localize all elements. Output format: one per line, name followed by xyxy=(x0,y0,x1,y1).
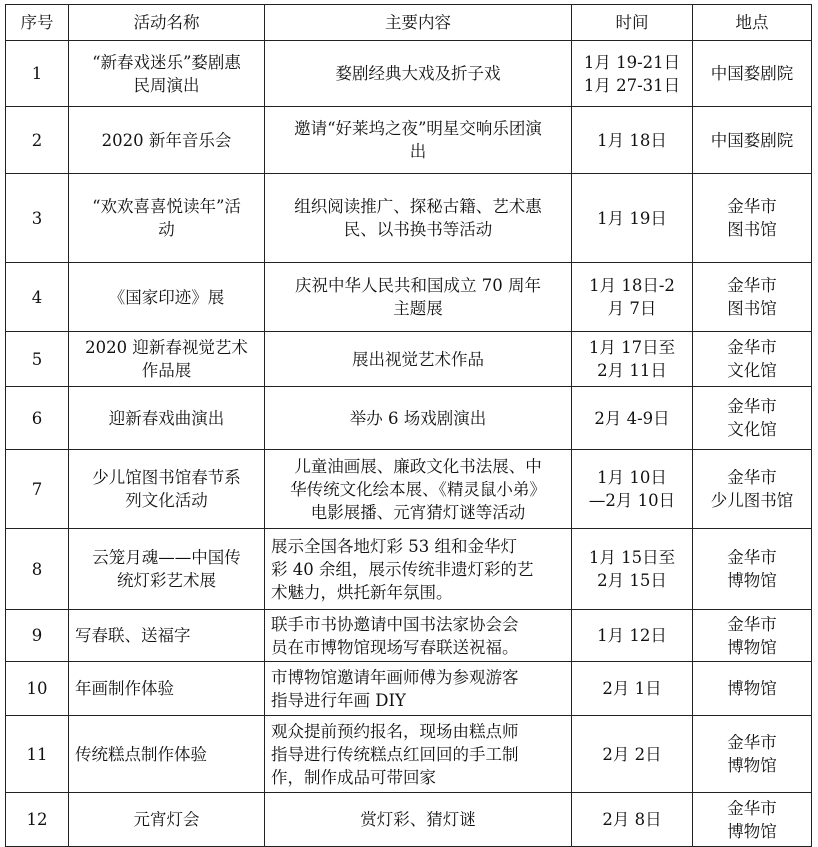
cell-place-line: 金华市 xyxy=(727,798,777,818)
cell-time-line: 1月 15日至 xyxy=(588,548,676,567)
cell-name-line: “新春戏迷乐”婺剧惠 xyxy=(92,52,241,72)
cell-name xyxy=(69,662,265,716)
cell-time-line: 1月 12日 xyxy=(597,626,667,645)
cell-name-line: 列文化活动 xyxy=(125,491,208,510)
cell-place-line: 图书馆 xyxy=(727,220,777,239)
cell-time xyxy=(572,529,693,610)
cell-place xyxy=(693,610,812,662)
cell-time xyxy=(572,716,693,793)
cell-content xyxy=(265,41,572,107)
cell-place-line: 博物馆 xyxy=(727,679,777,698)
cell-no: 2 xyxy=(6,107,69,174)
cell-time-line: —2月 10日 xyxy=(588,491,676,510)
cell-name xyxy=(69,450,265,529)
cell-place-line: 博物馆 xyxy=(727,637,777,657)
cell-content-line: 彩 40 余组，展示传统非遗灯彩的艺 xyxy=(271,559,534,579)
cell-no: 7 xyxy=(6,450,69,529)
cell-time-line: 2月 2日 xyxy=(602,744,662,764)
cell-content-line: 儿童油画展、廉政文化书法展、中 xyxy=(294,456,542,476)
cell-time-line: 1月 19日 xyxy=(597,208,667,228)
cell-place-line: 金华市 xyxy=(727,614,777,634)
cell-content xyxy=(265,174,572,263)
cell-name-line: 写春联、送福字 xyxy=(75,626,191,645)
table-row xyxy=(6,387,812,450)
cell-no: 11 xyxy=(6,716,69,793)
cell-place-line: 金华市 xyxy=(727,397,777,416)
cell-name-line: 传统糕点制作体验 xyxy=(75,744,207,764)
table-row xyxy=(6,263,812,332)
cell-name xyxy=(69,332,265,387)
cell-time-line: 月 7日 xyxy=(607,299,657,318)
cell-content-line: 举办 6 场戏剧演出 xyxy=(349,408,487,428)
cell-name-line: 作品展 xyxy=(141,361,192,380)
cell-name-line: 动 xyxy=(158,220,175,239)
table-row xyxy=(6,107,812,174)
cell-place-line: 金华市 xyxy=(727,197,777,216)
cell-content-line: 赏灯彩、猜灯谜 xyxy=(360,810,476,829)
cell-time xyxy=(572,174,693,263)
cell-name xyxy=(69,793,265,847)
cell-time-line: 1月 18日 xyxy=(597,130,667,150)
cell-content xyxy=(265,387,572,450)
cell-content xyxy=(265,610,572,662)
cell-content-line: 华传统文化绘本展、《精灵鼠小弟》 xyxy=(290,479,546,499)
table-row xyxy=(6,41,812,107)
cell-time-line: 1月 18日-2 xyxy=(589,276,675,295)
header-content: 主要内容 xyxy=(265,5,572,41)
cell-name xyxy=(69,529,265,610)
cell-no: 1 xyxy=(6,41,69,107)
header-no: 序号 xyxy=(6,5,69,41)
table-row xyxy=(6,793,812,847)
cell-place-line: 金华市 xyxy=(727,276,777,295)
cell-time-line: 2月 8日 xyxy=(602,810,662,829)
cell-content-line: 组织阅读推广、探秘古籍、艺术惠 xyxy=(294,197,542,216)
cell-time xyxy=(572,107,693,174)
cell-content-line: 邀请“好莱坞之夜”明星交响乐团演 xyxy=(294,119,542,138)
cell-name-line: 迎新春戏曲演出 xyxy=(108,408,225,428)
table-row xyxy=(6,662,812,716)
cell-no: 12 xyxy=(6,793,69,847)
cell-content-line: 庆祝中华人民共和国成立 70 周年 xyxy=(295,276,541,295)
cell-place-line: 图书馆 xyxy=(727,299,777,318)
cell-place-line: 金华市 xyxy=(727,338,777,357)
table-row xyxy=(6,332,812,387)
cell-place xyxy=(693,41,812,107)
cell-name-line: 《国家印迹》展 xyxy=(108,287,225,307)
cell-no: 8 xyxy=(6,529,69,610)
cell-content xyxy=(265,716,572,793)
cell-time-line: 1月 19-21日 xyxy=(583,52,681,72)
cell-time-line: 1月 17日至 xyxy=(588,338,676,357)
cell-place xyxy=(693,450,812,529)
cell-name-line: 年画制作体验 xyxy=(75,679,174,698)
cell-content-line: 联手市书协邀请中国书法家协会会 xyxy=(271,614,519,634)
cell-time-line: 2月 15日 xyxy=(597,571,667,590)
event-schedule-table xyxy=(5,4,812,847)
table-row xyxy=(6,610,812,662)
cell-name xyxy=(69,174,265,263)
cell-time-line: 1月 10日 xyxy=(597,468,667,487)
cell-name-line: 少儿馆图书馆春节系 xyxy=(92,468,241,487)
cell-name-line: 民周演出 xyxy=(133,75,200,95)
cell-content xyxy=(265,332,572,387)
cell-content xyxy=(265,450,572,529)
cell-time-line: 2月 4-9日 xyxy=(594,408,670,428)
cell-time xyxy=(572,41,693,107)
cell-content-line: 观众提前预约报名，现场由糕点师 xyxy=(271,721,519,741)
cell-place-line: 博物馆 xyxy=(727,756,777,775)
cell-place-line: 文化馆 xyxy=(727,420,777,439)
cell-time-line: 2月 11日 xyxy=(597,361,667,380)
cell-content xyxy=(265,793,572,847)
cell-name-line: 2020 新年音乐会 xyxy=(101,130,232,150)
cell-place-line: 博物馆 xyxy=(727,571,777,590)
cell-place xyxy=(693,332,812,387)
schedule-table-wrapper xyxy=(5,4,812,847)
cell-content-line: 员在市博物馆现场写春联送祝福。 xyxy=(271,637,519,657)
cell-time xyxy=(572,610,693,662)
cell-place-line: 少儿图书馆 xyxy=(710,491,794,510)
cell-place-line: 中国婺剧院 xyxy=(710,130,794,150)
cell-place-line: 金华市 xyxy=(727,733,777,752)
cell-name-line: 统灯彩艺术展 xyxy=(117,571,216,590)
cell-name xyxy=(69,41,265,107)
cell-content-line: 市博物馆邀请年画师傅为参观游客 xyxy=(271,667,519,687)
cell-name xyxy=(69,716,265,793)
cell-place-line: 金华市 xyxy=(727,468,777,487)
cell-place-line: 博物馆 xyxy=(727,821,777,841)
header-time: 时间 xyxy=(572,5,693,41)
cell-name xyxy=(69,263,265,332)
cell-name-line: 云笼月魂——中国传 xyxy=(92,548,241,567)
cell-no: 3 xyxy=(6,174,69,263)
cell-place xyxy=(693,263,812,332)
cell-content-line: 指导进行传统糕点红回回的手工制 xyxy=(271,744,519,764)
cell-time xyxy=(572,332,693,387)
cell-time xyxy=(572,793,693,847)
cell-content-line: 指导进行年画 DIY xyxy=(271,690,406,710)
table-row xyxy=(6,529,812,610)
cell-no: 10 xyxy=(6,662,69,716)
table-row xyxy=(6,174,812,263)
cell-place-line: 中国婺剧院 xyxy=(710,64,794,83)
cell-content-line: 展示全国各地灯彩 53 组和金华灯 xyxy=(271,536,517,556)
cell-no: 5 xyxy=(6,332,69,387)
header-name: 活动名称 xyxy=(69,5,265,41)
cell-content-line: 电影展播、元宵猜灯谜等活动 xyxy=(310,502,526,522)
cell-no: 9 xyxy=(6,610,69,662)
cell-no: 4 xyxy=(6,263,69,332)
cell-content xyxy=(265,263,572,332)
cell-no: 6 xyxy=(6,387,69,450)
cell-name-line: 2020 迎新春视觉艺术 xyxy=(85,338,248,357)
cell-content xyxy=(265,107,572,174)
cell-place xyxy=(693,716,812,793)
cell-time xyxy=(572,263,693,332)
cell-place-line: 金华市 xyxy=(727,548,777,567)
cell-content xyxy=(265,529,572,610)
cell-content-line: 展出视觉艺术作品 xyxy=(352,349,484,369)
header-place: 地点 xyxy=(693,5,812,41)
cell-time xyxy=(572,662,693,716)
cell-place xyxy=(693,174,812,263)
cell-content-line: 婺剧经典大戏及折子戏 xyxy=(335,64,501,83)
cell-place xyxy=(693,529,812,610)
cell-place xyxy=(693,107,812,174)
cell-name-line: 元宵灯会 xyxy=(133,810,200,829)
cell-name xyxy=(69,610,265,662)
cell-content-line: 术魅力，烘托新年氛围。 xyxy=(271,582,453,602)
cell-name-line: “欢欢喜喜悦读年”活 xyxy=(92,197,241,216)
cell-place xyxy=(693,387,812,450)
cell-content-line: 作，制作成品可带回家 xyxy=(271,767,436,787)
cell-content-line: 出 xyxy=(409,142,427,161)
table-row xyxy=(6,450,812,529)
cell-place-line: 文化馆 xyxy=(727,361,777,380)
cell-content xyxy=(265,662,572,716)
cell-time-line: 1月 27-31日 xyxy=(583,75,681,95)
cell-content-line: 主题展 xyxy=(393,299,443,318)
cell-time xyxy=(572,450,693,529)
cell-place xyxy=(693,793,812,847)
cell-content-line: 民、以书换书等活动 xyxy=(343,220,493,239)
table-body xyxy=(6,41,812,847)
cell-time-line: 2月 1日 xyxy=(602,679,662,698)
cell-name xyxy=(69,107,265,174)
cell-time xyxy=(572,387,693,450)
cell-place xyxy=(693,662,812,716)
table-row xyxy=(6,716,812,793)
header-row xyxy=(6,5,812,41)
cell-name xyxy=(69,387,265,450)
